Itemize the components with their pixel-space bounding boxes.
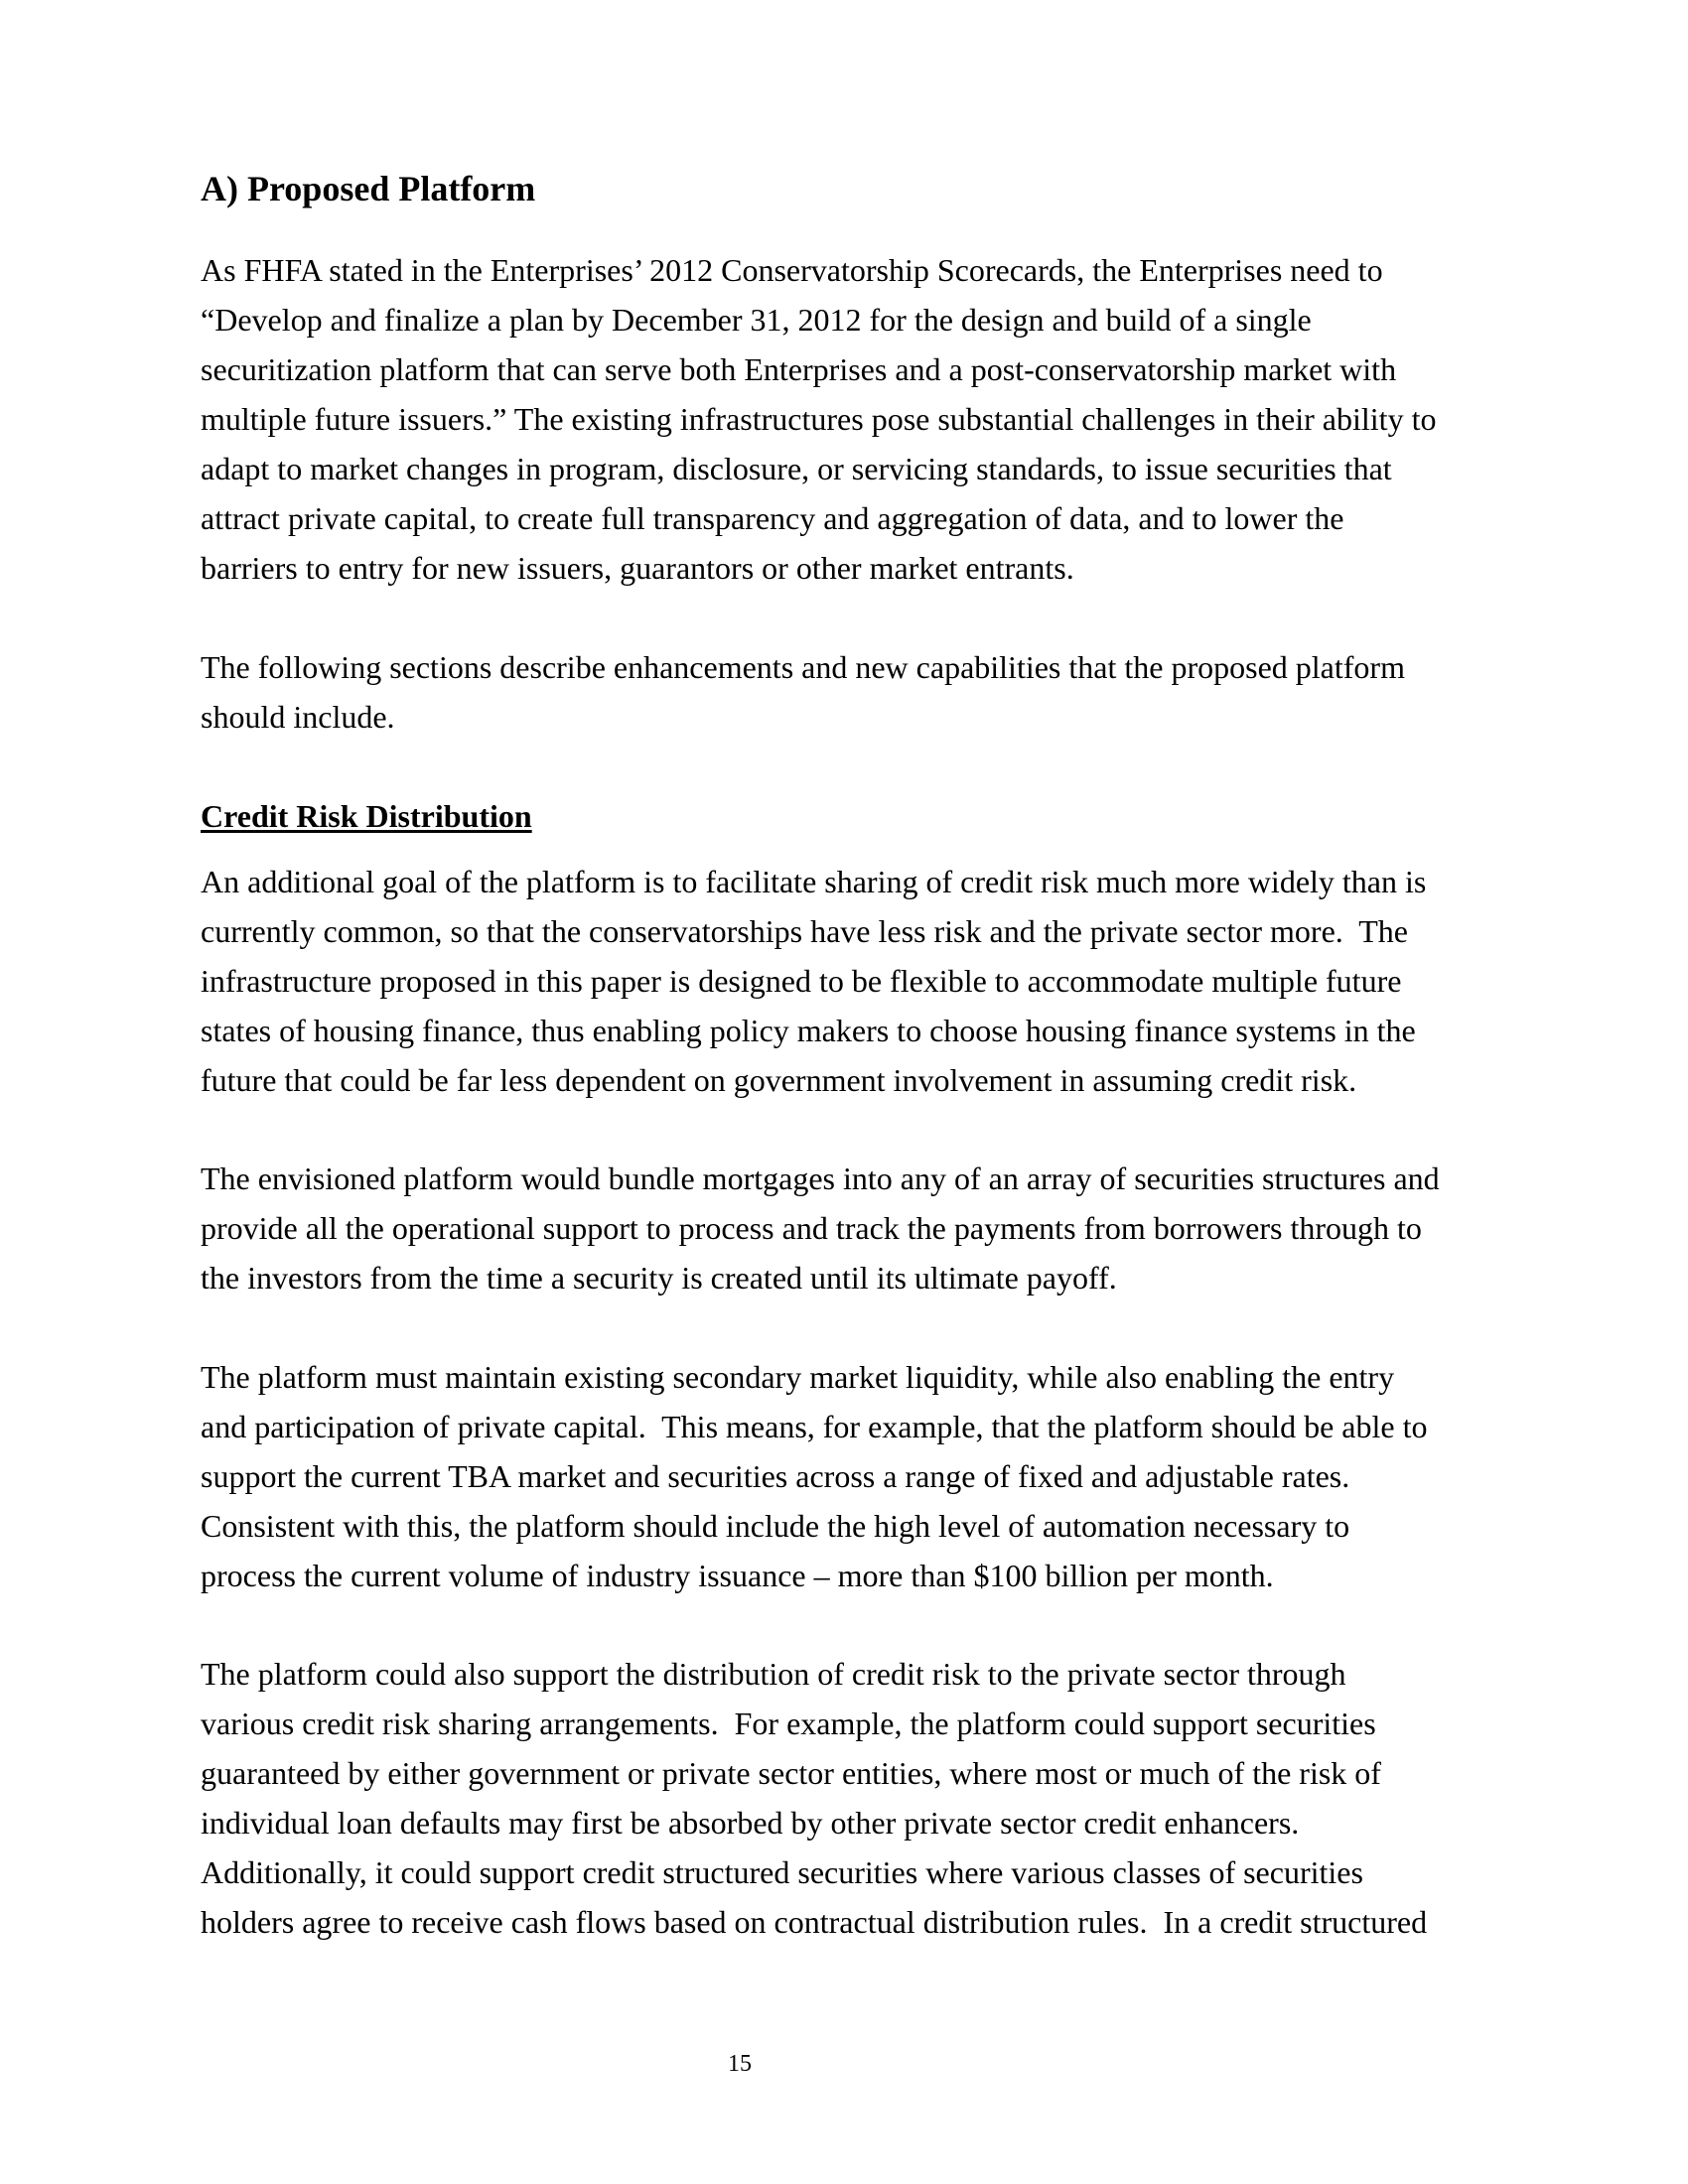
section-title: A) Proposed Platform bbox=[201, 169, 536, 208]
text-line: infrastructure proposed in this paper is designed to be flexible to accommodate multiple future bbox=[201, 963, 1402, 999]
paragraph-envisioned-platform bbox=[201, 1154, 1511, 1302]
text-line: future that could be far less dependent on government involvement in assuming credit risk. bbox=[201, 1062, 1357, 1098]
text-line: individual loan defaults may first be absorbed by other private sector credit enhancers. bbox=[201, 1805, 1300, 1841]
text-line: holders agree to receive cash flows based on contractual distribution rules. In a credit structured bbox=[201, 1904, 1428, 1940]
text-line: support the current TBA market and securities across a range of fixed and adjustable rates. bbox=[201, 1458, 1350, 1494]
text-line: process the current volume of industry issuance – more than $100 billion per month. bbox=[201, 1558, 1274, 1593]
text-line: The following sections describe enhancements and new capabilities that the proposed platform bbox=[201, 649, 1405, 685]
text-line: provide all the operational support to process and track the payments from borrowers through to bbox=[201, 1210, 1422, 1246]
text-line: Consistent with this, the platform should include the high level of automation necessary to bbox=[201, 1508, 1350, 1544]
text-line: various credit risk sharing arrangements. For example, the platform could support securities bbox=[201, 1706, 1376, 1741]
text-line: the investors from the time a security is created until its ultimate payoff. bbox=[201, 1260, 1117, 1296]
text-line: and participation of private capital. This means, for example, that the platform should be able to bbox=[201, 1409, 1428, 1444]
text-line: guaranteed by either government or private sector entities, where most or much of the risk of bbox=[201, 1755, 1381, 1791]
text-line: should include. bbox=[201, 699, 395, 735]
text-line: barriers to entry for new issuers, guarantors or other market entrants. bbox=[201, 550, 1074, 586]
text-line: attract private capital, to create full transparency and aggregation of data, and to lower the bbox=[201, 500, 1344, 536]
text-line: currently common, so that the conservatorships have less risk and the private sector more. The bbox=[201, 913, 1408, 949]
paragraph-risk-sharing bbox=[201, 1649, 1511, 1947]
text-line: multiple future issuers.” The existing infrastructures pose substantial challenges in their ability to bbox=[201, 401, 1437, 437]
paragraph-platform-intro bbox=[201, 245, 1511, 593]
subheading-credit-risk-distribution: Credit Risk Distribution bbox=[201, 798, 532, 834]
text-line: The platform must maintain existing secondary market liquidity, while also enabling the entry bbox=[201, 1359, 1395, 1395]
text-line: adapt to market changes in program, disclosure, or servicing standards, to issue securities that bbox=[201, 451, 1392, 486]
paragraph-credit-risk-goal bbox=[201, 857, 1511, 1105]
text-line: An additional goal of the platform is to facilitate sharing of credit risk much more widely than is bbox=[201, 864, 1427, 899]
text-line: securitization platform that can serve both Enterprises and a post-conservatorship market with bbox=[201, 351, 1397, 387]
paragraph-market-liquidity bbox=[201, 1352, 1511, 1600]
page-number: 15 bbox=[728, 2051, 752, 2077]
text-line: The platform could also support the distribution of credit risk to the private sector through bbox=[201, 1656, 1346, 1692]
text-line: “Develop and finalize a plan by December 31, 2012 for the design and build of a single bbox=[201, 302, 1312, 338]
text-line: As FHFA stated in the Enterprises’ 2012 Conservatorship Scorecards, the Enterprises need to bbox=[201, 252, 1383, 288]
paragraph-sections-overview bbox=[201, 642, 1511, 742]
text-line: states of housing finance, thus enabling policy makers to choose housing finance systems in the bbox=[201, 1013, 1416, 1048]
text-line: The envisioned platform would bundle mortgages into any of an array of securities structures and bbox=[201, 1160, 1440, 1196]
text-line: Additionally, it could support credit structured securities where various classes of securities bbox=[201, 1854, 1363, 1890]
